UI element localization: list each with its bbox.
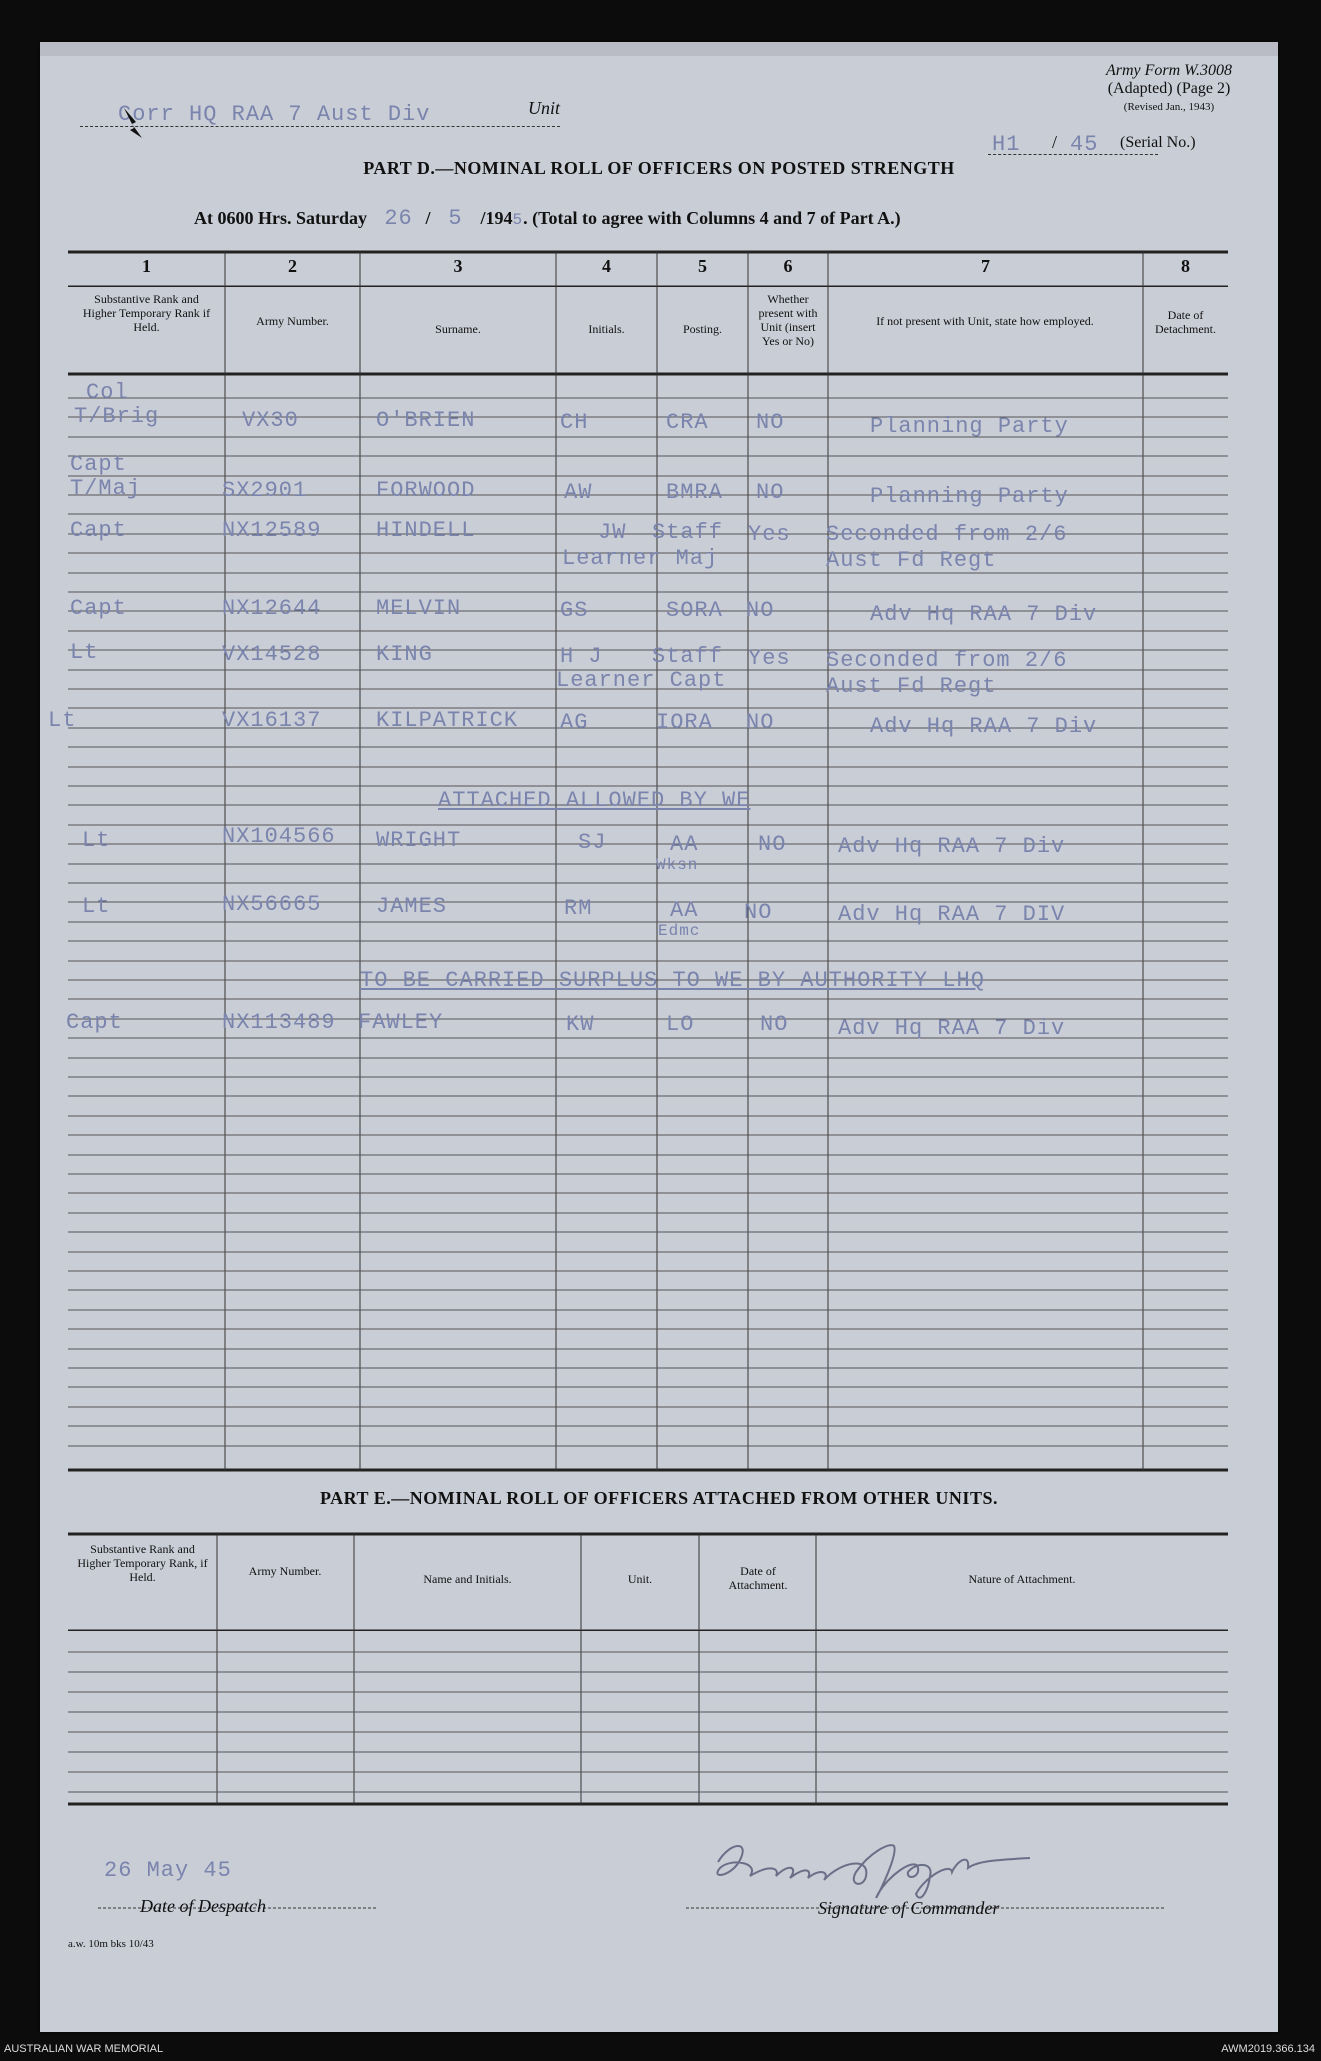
attached-2-number: NX56665	[222, 892, 322, 917]
print-code: a.w. 10m bks 10/43	[68, 1938, 154, 1950]
part-e-header-nature: Nature of Attachment.	[968, 1572, 1076, 1586]
unit-label: Unit	[528, 98, 561, 118]
col-number-6: 6	[783, 256, 793, 276]
entry-4-surname: MELVIN	[376, 596, 462, 621]
entry-4-rank: Capt	[70, 596, 127, 621]
entry-2-posting: BMRA	[666, 480, 723, 505]
entry-4-employed: Adv Hq RAA 7 Div	[870, 602, 1098, 627]
entry-3-posting-detail: Learner Maj	[562, 546, 719, 571]
entry-6-present: NO	[746, 710, 775, 735]
entry-1-surname: O'BRIEN	[376, 408, 476, 433]
attached-heading: ATTACHED ALLOWED BY WE	[438, 788, 751, 813]
entry-3-employed-detail: Aust Fd Regt	[826, 548, 997, 573]
entry-5-employed: Seconded from 2/6	[826, 648, 1068, 673]
entry-6-initials: AG	[560, 710, 589, 735]
col-header-detachment: Date of Detachment.	[1155, 308, 1216, 336]
date-prefix: At 0600 Hrs. Saturday	[194, 208, 368, 228]
part-e-header-unit: Unit.	[627, 1572, 653, 1586]
form-number: Army Form W.3008	[1105, 62, 1233, 79]
attached-1-posting: AA	[670, 832, 699, 857]
part-e-header-date: Date of Attachment.	[728, 1564, 788, 1592]
surplus-1-present: NO	[760, 1012, 789, 1037]
entry-2-rank-substantive: Capt	[70, 452, 127, 477]
form-revised: (Revised Jan., 1943)	[1123, 101, 1215, 113]
entry-1-initials: CH	[560, 410, 589, 435]
entry-5-posting-detail: Learner Capt	[556, 668, 727, 693]
col-number-5: 5	[698, 256, 707, 276]
attached-1-initials: SJ	[578, 830, 607, 855]
col-number-2: 2	[288, 256, 297, 276]
col-header-rank: Substantive Rank and Higher Temporary Rank if Held.	[82, 292, 211, 334]
attached-2-present: NO	[744, 900, 773, 925]
date-year-prefix: 194	[485, 208, 513, 228]
col-number-3: 3	[453, 256, 463, 276]
surplus-heading: TO BE CARRIED SURPLUS TO WE BY AUTHORITY LHQ	[360, 968, 985, 993]
entry-3-employed: Seconded from 2/6	[826, 522, 1068, 547]
entry-3-present: Yes	[748, 522, 791, 547]
entry-3-number: NX12589	[222, 518, 322, 543]
date-month: 5	[448, 206, 463, 231]
col-number-1: 1	[142, 256, 151, 276]
surplus-1-surname: FAWLEY	[358, 1010, 444, 1035]
col-header-army-number: Army Number.	[256, 314, 329, 328]
entry-6-surname: KILPATRICK	[376, 708, 519, 733]
serial-year: 45	[1070, 132, 1099, 157]
serial-label: (Serial No.)	[1120, 134, 1196, 151]
form-adapted: (Adapted) (Page 2)	[1107, 80, 1231, 97]
col-header-posting: Posting.	[682, 322, 722, 336]
attached-2-employed: Adv Hq RAA 7 DIV	[838, 902, 1066, 927]
archive-id: AWM2019.366.134	[1221, 2043, 1315, 2055]
entry-3-rank: Capt	[70, 518, 127, 543]
col-header-employed: If not present with Unit, state how employed.	[876, 314, 1094, 328]
entry-5-initials: H J	[560, 644, 603, 669]
despatch-date-label: Date of Despatch	[140, 1896, 266, 1916]
part-e-header-rank: Substantive Rank and Higher Temporary Rank, if Held.	[77, 1542, 208, 1584]
entry-6-posting: IORA	[656, 710, 713, 735]
date-suffix: (Total to agree with Columns 4 and 7 of Part A.)	[532, 208, 901, 228]
entry-6-rank: Lt	[48, 708, 77, 733]
entry-6-employed: Adv Hq RAA 7 Div	[870, 714, 1098, 739]
part-e-header-army-number: Army Number.	[248, 1564, 322, 1578]
entry-5-present: Yes	[748, 646, 791, 671]
date-day: 26	[384, 206, 413, 231]
entry-6-number: VX16137	[222, 708, 322, 733]
attached-2-posting: AA	[670, 898, 699, 923]
attached-2-posting-detail: Edmc	[658, 922, 701, 940]
attached-1-surname: WRIGHT	[376, 828, 462, 853]
entry-3-posting: Staff	[652, 520, 724, 545]
signature-label: Signature of Commander	[818, 1898, 1000, 1918]
attached-1-number: NX104566	[222, 824, 336, 849]
entry-2-initials: AW	[564, 480, 593, 505]
part-e-header-name: Name and Initials.	[423, 1572, 512, 1586]
entry-5-rank: Lt	[70, 640, 99, 665]
entry-1-posting: CRA	[666, 410, 709, 435]
surplus-1-posting: LO	[666, 1012, 695, 1037]
entry-2-number: SX2901	[222, 478, 308, 503]
attached-2-surname: JAMES	[376, 894, 448, 919]
attached-1-present: NO	[758, 832, 787, 857]
date-year-digit: 5	[512, 211, 524, 229]
surplus-1-employed: Adv Hq RAA 7 Div	[838, 1016, 1066, 1041]
col-number-8: 8	[1181, 256, 1190, 276]
surplus-1-initials: KW	[566, 1012, 595, 1037]
entry-5-surname: KING	[376, 642, 433, 667]
surplus-1-rank: Capt	[66, 1010, 123, 1035]
entry-2-surname: FORWOOD	[376, 478, 476, 503]
entry-4-posting: SORA	[666, 598, 723, 623]
entry-2-present: NO	[756, 480, 785, 505]
entry-4-present: NO	[746, 598, 775, 623]
surplus-1-number: NX113489	[222, 1010, 336, 1035]
entry-4-initials: GS	[560, 598, 589, 623]
ink-mark	[118, 106, 148, 140]
serial-value: H1	[992, 132, 1021, 157]
entry-3-surname: HINDELL	[376, 518, 476, 543]
entry-1-present: NO	[756, 410, 785, 435]
entry-3-initials: JW	[598, 520, 627, 545]
attached-2-rank: Lt	[82, 894, 111, 919]
entry-1-number: VX30	[242, 408, 299, 433]
col-number-4: 4	[602, 256, 611, 276]
date-line: At 0600 Hrs. Saturday 26 / 5 /1945. (Total to agree with Columns 4 and 7 of Part A.)	[194, 206, 901, 231]
col-header-surname: Surname.	[435, 322, 481, 336]
part-d-title: PART D.—NOMINAL ROLL OF OFFICERS ON POSTED STRENGTH	[363, 158, 955, 178]
entry-5-employed-detail: Aust Fd Regt	[826, 674, 997, 699]
attached-1-employed: Adv Hq RAA 7 Div	[838, 834, 1066, 859]
entry-5-number: VX14528	[222, 642, 322, 667]
entry-1-employed: Planning Party	[870, 414, 1069, 439]
entry-1-rank-substantive: Col	[86, 380, 129, 405]
entry-5-posting: Staff	[652, 644, 724, 669]
entry-2-rank-temporary: T/Maj	[70, 476, 142, 501]
part-e-title: PART E.—NOMINAL ROLL OF OFFICERS ATTACHED FROM OTHER UNITS.	[320, 1488, 998, 1508]
unit-value: Corr HQ RAA 7 Aust Div	[118, 102, 431, 127]
entry-4-number: NX12644	[222, 596, 322, 621]
archive-credit: AUSTRALIAN WAR MEMORIAL	[4, 2043, 164, 2055]
entry-1-rank-temporary: T/Brig	[74, 404, 160, 429]
entry-2-employed: Planning Party	[870, 484, 1069, 509]
attached-2-initials: RM	[564, 896, 593, 921]
attached-1-posting-detail: Wksn	[656, 856, 699, 874]
col-header-present: Whether present with Unit (insert Yes or No)	[758, 292, 818, 348]
col-number-7: 7	[981, 256, 990, 276]
form-sheet	[40, 42, 1278, 2032]
serial-slash: /	[1052, 132, 1058, 152]
col-header-initials: Initials.	[588, 322, 625, 336]
attached-1-rank: Lt	[82, 828, 111, 853]
despatch-date-value: 26 May 45	[104, 1858, 232, 1883]
part-d-grid	[40, 42, 1278, 2032]
